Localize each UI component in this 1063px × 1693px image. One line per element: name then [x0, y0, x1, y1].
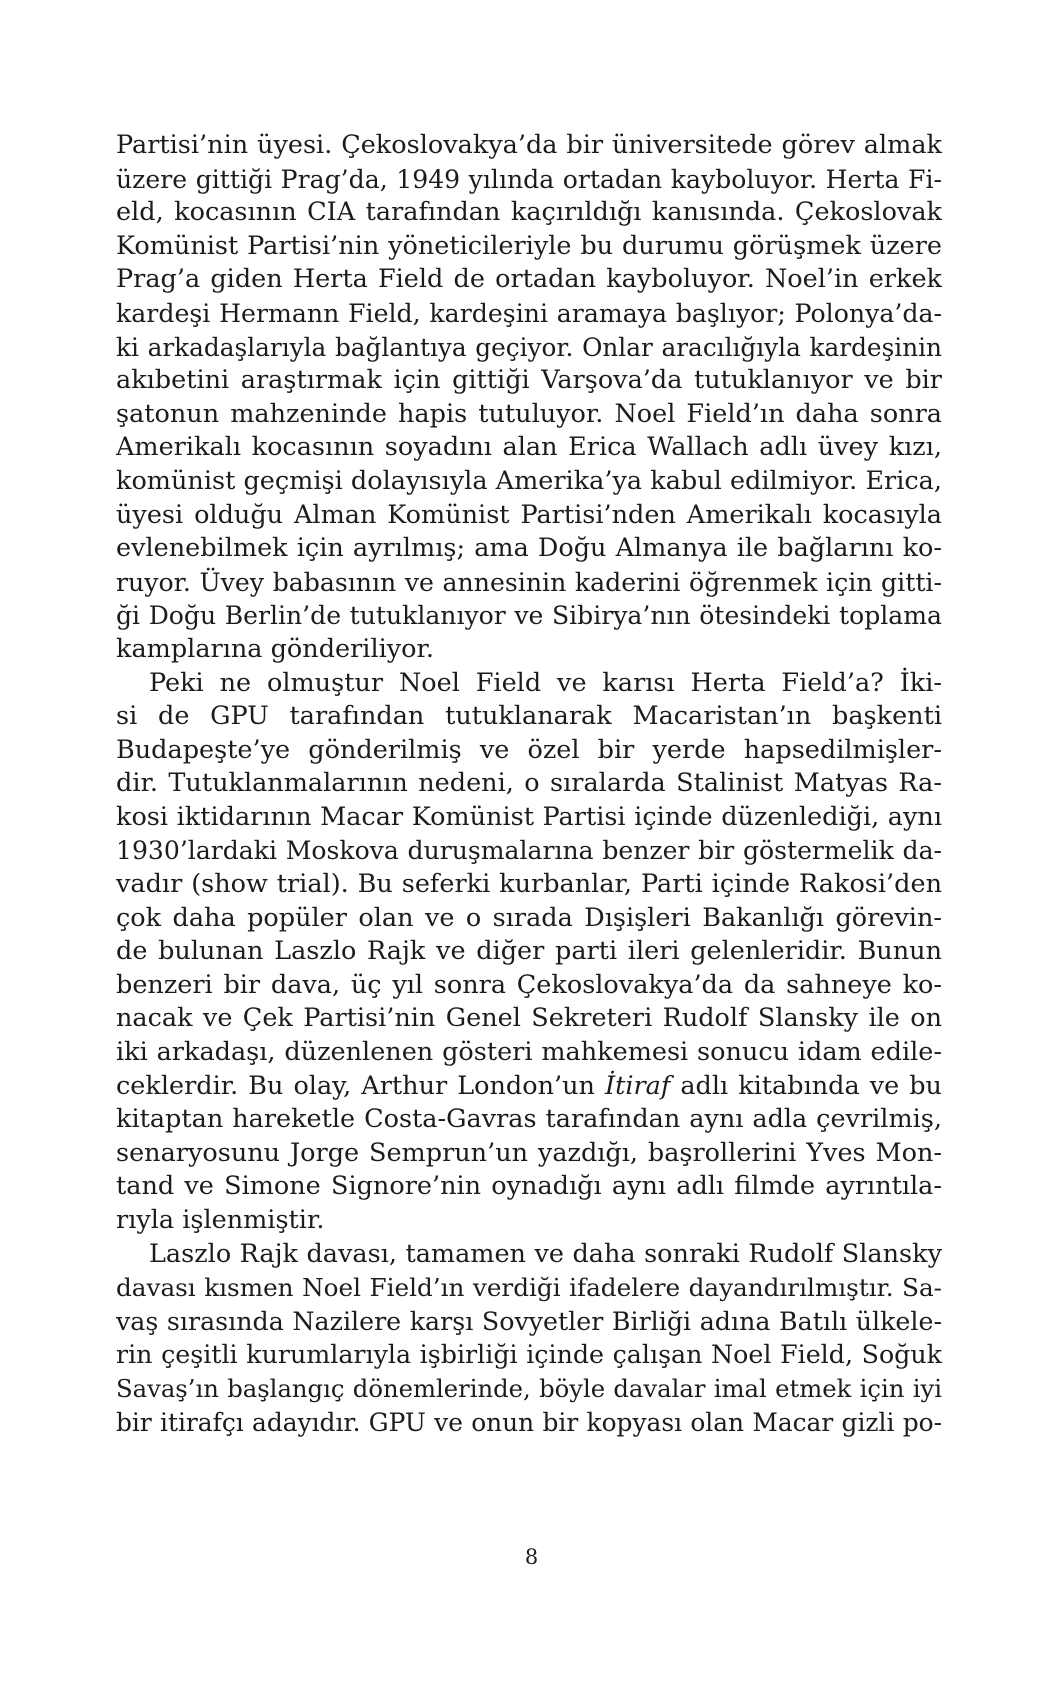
text-line: kamplarına gönderiliyor.	[116, 633, 435, 664]
text-line: nacak ve Çek Partisi’nin Genel Sekreteri Rudolf Slansky ile on	[116, 1003, 942, 1034]
text-line: dir. Tutuklanmalarının nedeni, o sıralarda Stalinist Matyas Ra-	[116, 768, 942, 799]
text-line: Prag’a giden Herta Field de ortadan kayboluyor. Noel’in erkek	[116, 264, 942, 295]
text-line: benzeri bir dava, üç yıl sonra Çekoslovakya’da da sahneye ko-	[116, 969, 942, 1000]
text-line: bir itirafçı adayıdır. GPU ve onun bir kopyası olan Macar gizli po-	[116, 1407, 942, 1437]
text-line: ği Doğu Berlin’de tutuklanıyor ve Sibirya’nın ötesindeki toplama	[116, 601, 942, 631]
paragraph-1	[116, 129, 942, 667]
text-line: ki arkadaşlarıyla bağlantıya geçiyor. Onlar aracılığıyla kardeşinin	[116, 332, 942, 362]
text-line: Amerikalı kocasının soyadını alan Erica Wallach adlı üvey kızı,	[116, 432, 942, 463]
text-line: rin çeşitli kurumlarıyla işbirliği içinde çalışan Noel Field, Soğuk	[116, 1340, 942, 1370]
text-line: eld, kocasının CIA tarafından kaçırıldığı kanısında. Çekoslovak	[116, 197, 942, 228]
text-line: Budapeşte’ye gönderilmiş ve özel bir yerde hapsedilmişler-	[116, 734, 942, 765]
text-line: vadır (show trial). Bu seferki kurbanlar, Parti içinde Rakosi’den	[116, 869, 942, 900]
text-line: Komünist Partisi’nin yöneticileriyle bu durumu görüşmek üzere	[116, 230, 942, 261]
text-line: Partisi’nin üyesi. Çekoslovakya’da bir üniversitede görev almak	[116, 130, 942, 160]
text-fragment: ceklerdir. Bu olay, Arthur London’un	[116, 1070, 605, 1101]
text-line: Peki ne olmuştur Noel Field ve karısı Herta Field’a? İki-	[149, 667, 942, 698]
text-line: senaryosunu Jorge Semprun’un yazdığı, başrollerini Yves Mon-	[116, 1137, 942, 1168]
text-line: kardeşi Hermann Field, kardeşini aramaya başlıyor; Polonya’da-	[116, 298, 942, 328]
text-fragment: adlı kitabında ve bu	[670, 1070, 942, 1101]
text-line: vaş sırasında Nazilere karşı Sovyetler Birliği adına Batılı ülkele-	[116, 1306, 942, 1336]
text-line: kosi iktidarının Macar Komünist Partisi içinde düzenlediği, aynı	[116, 801, 942, 832]
paragraph-3	[116, 1238, 942, 1440]
text-line: iki arkadaşı, düzenlenen gösteri mahkemesi sonucu idam edile-	[116, 1037, 942, 1068]
text-line: ruyor. Üvey babasının ve annesinin kaderini öğrenmek için gitti-	[116, 567, 942, 597]
text-line: üzere gittiği Prag’da, 1949 yılında ortadan kayboluyor. Herta Fi-	[116, 164, 942, 194]
text-line: Laszlo Rajk davası, tamamen ve daha sonraki Rudolf Slansky	[149, 1238, 942, 1269]
text-line: komünist geçmişi dolayısıyla Amerika’ya kabul edilmiyor. Erica,	[116, 465, 942, 496]
text-line: Savaş’ın başlangıç dönemlerinde, böyle davalar imal etmek için iyi	[116, 1373, 942, 1403]
text-line: şatonun mahzeninde hapis tutuluyor. Noel Field’ın daha sonra	[116, 398, 942, 429]
text-line: kitaptan hareketle Costa-Gavras tarafından aynı adla çevrilmiş,	[116, 1104, 942, 1135]
text-line: üyesi olduğu Alman Komünist Partisi’nden Amerikalı kocasıyla	[116, 499, 942, 530]
text-line-with-book-title	[116, 1070, 942, 1104]
text-line: evlenebilmek için ayrılmış; ama Doğu Almanya ile bağlarını ko-	[116, 533, 942, 564]
text-line: si de GPU tarafından tutuklanarak Macaristan’ın başkenti	[116, 701, 942, 732]
text-line: de bulunan Laszlo Rajk ve diğer parti ileri gelenleridir. Bunun	[116, 936, 942, 967]
page-number: 8	[524, 1545, 539, 1569]
text-line: rıyla işlenmiştir.	[116, 1205, 325, 1235]
text-line: çok daha popüler olan ve o sırada Dışişleri Bakanlığı görevin-	[116, 902, 942, 933]
text-line: akıbetini araştırmak için gittiği Varşova’da tutuklanıyor ve bir	[116, 365, 942, 396]
text-line: davası kısmen Noel Field’ın verdiği ifadelere dayandırılmıştır. Sa-	[116, 1273, 942, 1303]
book-title-itiraf: İtiraf	[605, 1070, 671, 1101]
text-line: tand ve Simone Signore’nin oynadığı aynı adlı filmde ayrıntıla-	[116, 1171, 942, 1202]
text-line: 1930’lardaki Moskova duruşmalarına benzer bir göstermelik da-	[116, 836, 942, 866]
paragraph-2	[116, 667, 942, 1238]
body-text	[116, 129, 942, 1439]
